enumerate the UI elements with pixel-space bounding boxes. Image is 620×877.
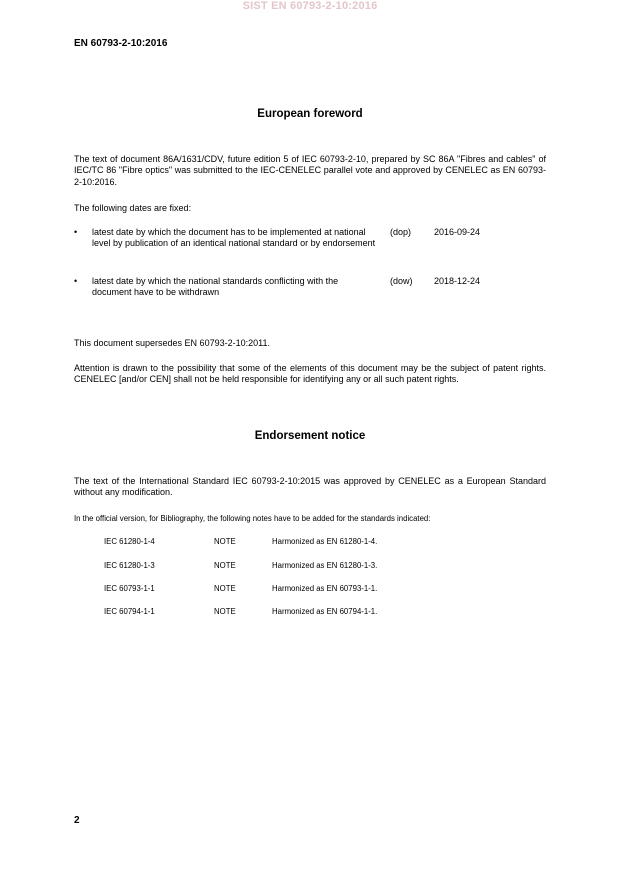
note-standard: IEC 60794-1-1 <box>104 607 155 616</box>
dates-intro: The following dates are fixed: <box>74 203 192 213</box>
note-text: Harmonized as EN 61280-1-3. <box>272 561 378 570</box>
bullet-marker: • <box>74 276 78 286</box>
page-number: 2 <box>74 815 80 826</box>
date-item-text: latest date by which the national standards conflicting with the document have to be withdrawn <box>92 276 339 298</box>
bullet-marker: • <box>74 227 78 237</box>
date-item-text: latest date by which the document has to be implemented at national level by publication of an identical national standard or by endorsement <box>92 227 376 249</box>
note-text: Harmonized as EN 60794-1-1. <box>272 607 378 616</box>
note-text: Harmonized as EN 60793-1-1. <box>272 584 378 593</box>
supersedes-note: This document supersedes EN 60793-2-10:2011. <box>74 338 270 348</box>
foreword-title: European foreword <box>257 108 363 120</box>
attention-paragraph: Attention is drawn to the possibility that some of the elements of this document may be the subject of patent rights. CENELEC [and/or CEN] shall not be held responsible for identifying any or all such patent rights. <box>74 363 546 385</box>
foreword-paragraph: The text of document 86A/1631/CDV, future edition 5 of IEC 60793-2-10, prepared by SC 86A "Fibres and cables" of IEC/TC 86 "Fibre optics" was submitted to the IEC-CENELEC parallel vote and approved by CENELEC as EN 60793-2-10:2016. <box>74 154 546 187</box>
document-id: EN 60793-2-10:2016 <box>74 38 168 49</box>
note-type: NOTE <box>214 584 236 593</box>
note-type: NOTE <box>214 537 236 546</box>
note-standard: IEC 60793-1-1 <box>104 584 155 593</box>
note-text: Harmonized as EN 61280-1-4. <box>272 537 378 546</box>
endorsement-paragraph: The text of the International Standard IEC 60793-2-10:2015 was approved by CENELEC as a European Standard without any modification. <box>74 476 546 498</box>
note-type: NOTE <box>214 607 236 616</box>
date-item-code: (dow) <box>390 276 413 286</box>
watermark: SIST EN 60793-2-10:2016 <box>242 0 378 12</box>
note-type: NOTE <box>214 561 236 570</box>
date-item-date: 2016-09-24 <box>434 227 481 237</box>
note-standard: IEC 61280-1-3 <box>104 561 155 570</box>
date-item-date: 2018-12-24 <box>434 276 481 286</box>
date-item-code: (dop) <box>390 227 412 237</box>
note-standard: IEC 61280-1-4 <box>104 537 155 546</box>
bibliography-intro: In the official version, for Bibliography, the following notes have to be added for the standards indicated: <box>74 514 431 523</box>
endorsement-title: Endorsement notice <box>254 430 366 442</box>
